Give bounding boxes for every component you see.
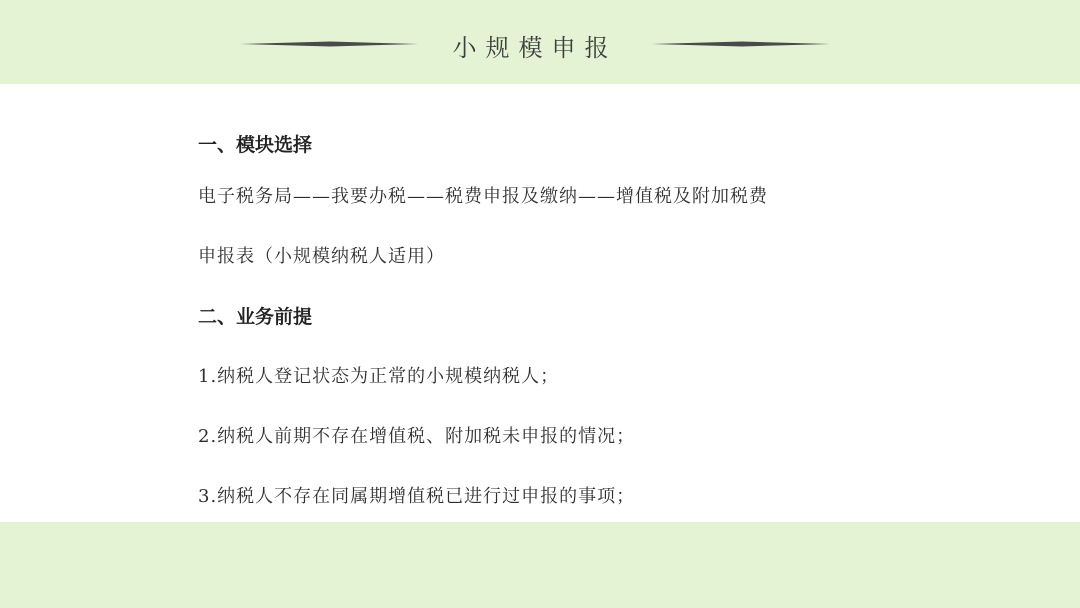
section-heading-module: 一、模块选择 [198,134,313,156]
content [198,126,958,516]
right-divider-line [652,40,830,48]
prerequisite-item: 2.纳税人前期不存在增值税、附加税未申报的情况； [198,426,636,447]
prerequisite-item: 1.纳税人登记状态为正常的小规模纳税人； [198,366,560,387]
module-path-line: 电子税务局——我要办税——税费申报及缴纳——增值税及附加税费 [198,186,768,207]
prerequisite-item: 3.纳税人不存在同属期增值税已进行过申报的事项； [198,486,636,507]
section-heading-prerequisites: 二、业务前提 [198,306,313,328]
left-divider-line [240,40,418,48]
module-path-line: 申报表（小规模纳税人适用） [198,246,445,267]
footer-band [0,522,1080,608]
title-row [0,0,1080,84]
page-title: 小规模申报 [452,34,618,62]
